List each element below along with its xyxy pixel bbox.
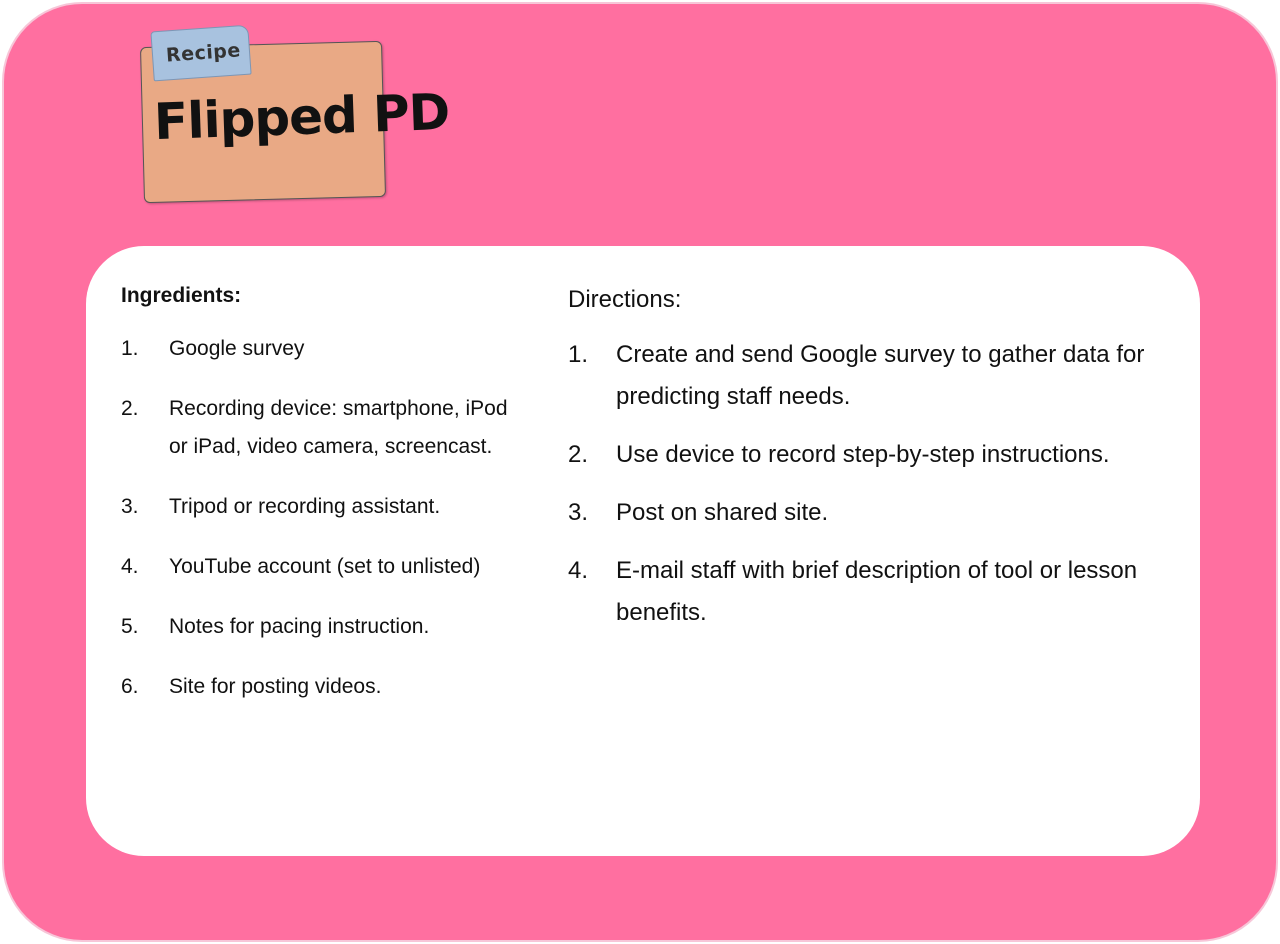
ingredients-list [121,330,561,706]
item-number: 1. [568,341,589,368]
item-text: E-mail staff with brief description of tool or lesson benefits. [616,557,1138,626]
list-item [121,488,561,526]
item-text: Notes for pacing instruction. [169,615,430,638]
item-text: YouTube account (set to unlisted) [169,555,481,578]
list-item [568,434,1178,476]
item-number: 6. [121,675,139,698]
item-text: Site for posting videos. [169,675,382,698]
ingredients-heading: Ingredients: [121,284,242,307]
item-text: Recording device: smartphone, iPod or iPad, video camera, screencast. [169,397,508,458]
item-number: 5. [121,615,139,638]
item-number: 2. [568,441,589,468]
list-item [568,334,1178,418]
item-number: 4. [121,555,139,578]
recipe-card-page [2,2,1278,942]
item-text: Google survey [169,337,305,360]
directions-section [568,286,1178,650]
item-text: Create and send Google survey to gather data for predicting staff needs. [616,341,1145,410]
item-number: 2. [121,397,139,420]
folder-tab-label: Recipe [165,39,242,67]
item-text: Tripod or recording assistant. [169,495,441,518]
item-number: 4. [568,557,589,584]
directions-heading: Directions: [568,286,682,313]
item-text: Use device to record step-by-step instructions. [616,441,1110,468]
recipe-title: Flipped PD [153,82,451,152]
list-item [121,668,561,706]
item-number: 1. [121,337,139,360]
content-card [86,246,1200,856]
list-item [121,330,561,368]
list-item [121,390,561,466]
list-item [568,550,1178,634]
list-item [121,548,561,586]
item-number: 3. [568,499,589,526]
recipe-folder-graphic [142,24,451,200]
item-text: Post on shared site. [616,499,829,526]
ingredients-section [121,284,561,728]
list-item [121,608,561,646]
directions-list [568,334,1178,634]
list-item [568,492,1178,534]
item-number: 3. [121,495,139,518]
